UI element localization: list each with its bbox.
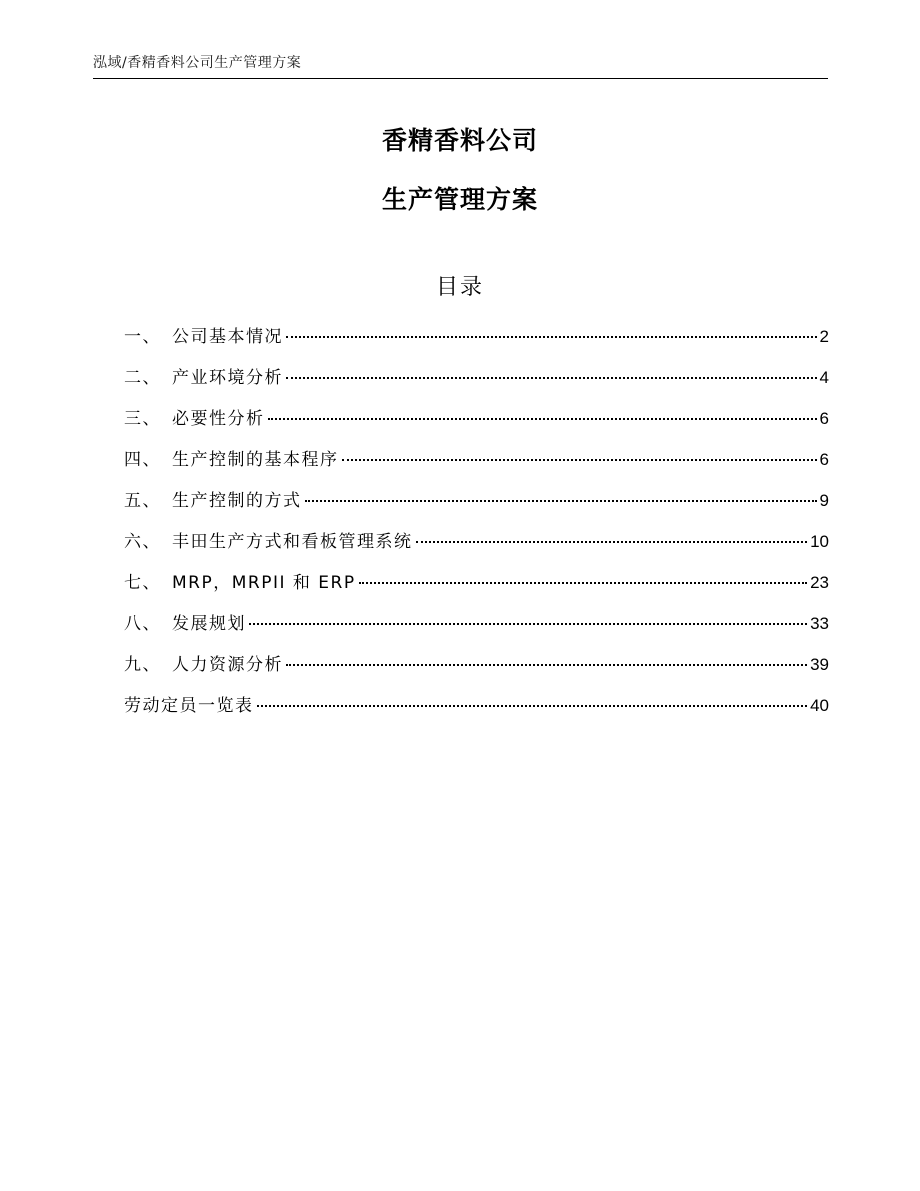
toc-entry-7[interactable] [124, 568, 829, 609]
toc-entry-number: 五、 [124, 491, 161, 511]
toc-dot-leader [342, 459, 817, 461]
running-header: 泓域/香精香料公司生产管理方案 [93, 55, 302, 71]
toc-dot-leader [268, 418, 817, 420]
toc-entry-title: 生产控制的方式 [172, 491, 302, 511]
toc-dot-leader [305, 500, 817, 502]
toc-entry-title: MRP，MRPII 和 ERP [172, 573, 356, 593]
toc-entry-4[interactable] [124, 445, 829, 486]
toc-entry-1[interactable] [124, 322, 829, 363]
toc-dot-leader [416, 541, 808, 543]
toc-entry-title: 必要性分析 [172, 409, 265, 429]
header-rule [93, 78, 828, 79]
toc-entry-page: 40 [810, 696, 829, 715]
table-of-contents [124, 322, 829, 732]
toc-dot-leader [257, 705, 808, 707]
toc-entry-page: 33 [810, 614, 829, 633]
toc-entry-8[interactable] [124, 609, 829, 650]
toc-dot-leader [249, 623, 807, 625]
toc-entry-page: 10 [810, 532, 829, 551]
toc-entry-2[interactable] [124, 363, 829, 404]
toc-entry-number: 二、 [124, 368, 161, 388]
toc-entry-5[interactable] [124, 486, 829, 527]
toc-entry-number: 三、 [124, 409, 161, 429]
toc-entry-number: 九、 [124, 655, 161, 675]
toc-entry-page: 6 [819, 450, 829, 469]
document-title: 香精香料公司 [381, 126, 538, 155]
toc-dot-leader [286, 664, 807, 666]
toc-entry-title: 生产控制的基本程序 [172, 450, 339, 470]
toc-entry-number: 六、 [124, 532, 161, 552]
toc-entry-10[interactable] [124, 691, 829, 732]
toc-entry-9[interactable] [124, 650, 829, 691]
toc-dot-leader [359, 582, 807, 584]
toc-entry-title: 人力资源分析 [172, 655, 283, 675]
document-subtitle: 生产管理方案 [381, 185, 538, 214]
toc-entry-page: 23 [810, 573, 829, 592]
toc-entry-number: 四、 [124, 450, 161, 470]
toc-entry-title: 产业环境分析 [172, 368, 283, 388]
toc-entry-page: 39 [810, 655, 829, 674]
toc-entry-title: 发展规划 [172, 614, 246, 634]
toc-entry-number: 七、 [124, 573, 161, 593]
toc-heading: 目录 [435, 275, 484, 300]
toc-entry-number: 八、 [124, 614, 161, 634]
toc-dot-leader [286, 336, 817, 338]
toc-entry-page: 4 [819, 368, 829, 387]
toc-entry-page: 9 [819, 491, 829, 510]
toc-entry-3[interactable] [124, 404, 829, 445]
toc-entry-6[interactable] [124, 527, 829, 568]
toc-entry-title: 劳动定员一览表 [124, 696, 254, 716]
toc-entry-page: 2 [819, 327, 829, 346]
toc-entry-page: 6 [819, 409, 829, 428]
toc-entry-title: 丰田生产方式和看板管理系统 [172, 532, 413, 552]
toc-entry-title: 公司基本情况 [172, 327, 283, 347]
toc-entry-number: 一、 [124, 327, 161, 347]
toc-dot-leader [286, 377, 817, 379]
